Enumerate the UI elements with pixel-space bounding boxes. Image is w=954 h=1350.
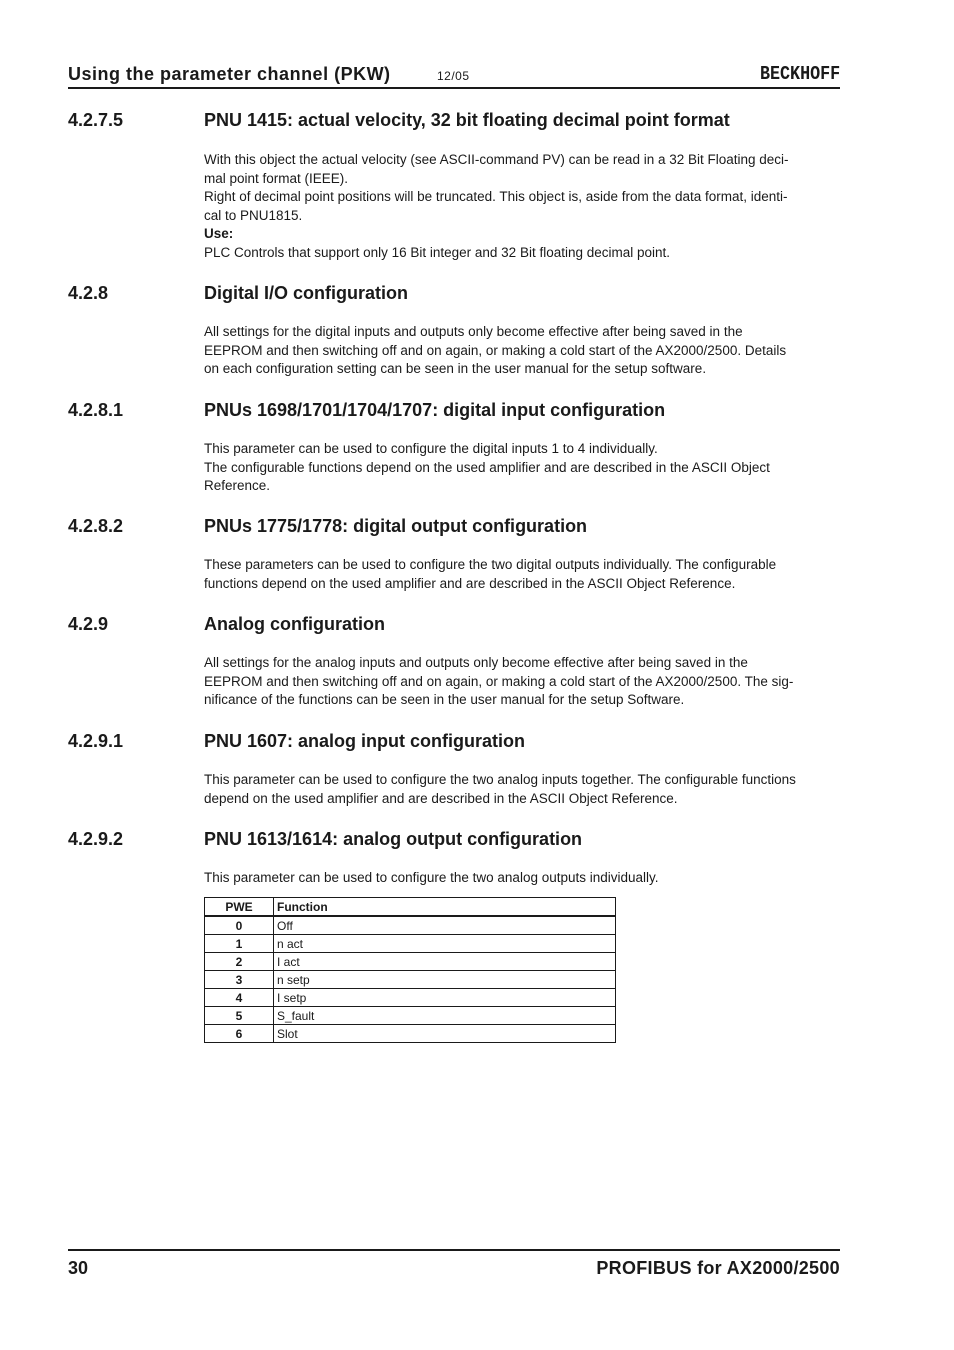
table-row	[205, 935, 616, 953]
pwe-cell: 2	[205, 953, 274, 971]
section-heading: Analog configuration	[204, 614, 385, 634]
pwe-cell: 6	[205, 1025, 274, 1043]
body-line: Reference.	[204, 478, 271, 493]
body-line: cal to PNU1815.	[204, 207, 303, 223]
page-header	[68, 62, 840, 89]
analog-output-table	[204, 897, 616, 1043]
column-header-pwe: PWE	[205, 898, 274, 917]
section-heading: PNU 1607: analog input configuration	[204, 731, 526, 751]
body-line: EEPROM and then switching off and on again, or making a cold start of the AX2000/2500. The sig-	[204, 673, 794, 689]
body-line: functions depend on the used amplifier and are described in the ASCII Object Reference.	[204, 575, 736, 591]
section-body	[204, 654, 844, 710]
section-number: 4.2.9	[68, 614, 109, 634]
body-line: nificance of the functions can be seen in the user manual for the setup Software.	[204, 692, 685, 707]
brand-logo: BECKHOFF	[759, 63, 840, 85]
section-heading: Digital I/O configuration	[204, 283, 408, 303]
body-line: These parameters can be used to configure the two digital outputs individually. The configurable	[204, 557, 777, 572]
body-line: The configurable functions depend on the used amplifier and are described in the ASCII Object	[204, 459, 770, 475]
body-line: All settings for the analog inputs and outputs only become effective after being saved in the	[204, 655, 748, 670]
section-body	[204, 771, 844, 808]
body-line: EEPROM and then switching off and on again, or making a cold start of the AX2000/2500. Details	[204, 342, 787, 358]
section-number: 4.2.9.1	[68, 731, 124, 751]
function-cell: I setp	[274, 989, 616, 1007]
pwe-cell: 4	[205, 989, 274, 1007]
column-header-function: Function	[274, 898, 616, 917]
section-body	[204, 869, 844, 888]
body-line: With this object the actual velocity (see ASCII-command PV) can be read in a 32 Bit Floating deci-	[204, 152, 789, 167]
body-line: This parameter can be used to configure the two analog outputs individually.	[204, 870, 659, 885]
pwe-cell: 5	[205, 1007, 274, 1025]
body-line: All settings for the digital inputs and outputs only become effective after being saved in the	[204, 324, 743, 339]
function-cell: I act	[274, 953, 616, 971]
body-line: This parameter can be used to configure the digital inputs 1 to 4 individually.	[204, 441, 658, 456]
body-line: Right of decimal point positions will be truncated. This object is, aside from the data format, identi-	[204, 189, 788, 204]
section-heading: PNUs 1775/1778: digital output configuration	[204, 516, 588, 536]
section-body	[204, 323, 844, 379]
pwe-cell: 1	[205, 935, 274, 953]
table-row	[205, 971, 616, 989]
section-number: 4.2.8.1	[68, 400, 124, 420]
table-row	[205, 989, 616, 1007]
function-cell: S_fault	[274, 1007, 616, 1025]
use-text: PLC Controls that support only 16 Bit integer and 32 Bit floating decimal point.	[204, 244, 671, 260]
page-footer	[68, 1249, 840, 1281]
table-row	[205, 916, 616, 935]
body-line: mal point format (IEEE).	[204, 170, 349, 186]
table-row	[205, 953, 616, 971]
use-label: Use:	[204, 226, 234, 241]
body-line: on each configuration setting can be seen in the user manual for the setup software.	[204, 361, 707, 376]
section-body	[204, 151, 844, 262]
function-cell: n setp	[274, 971, 616, 989]
section-number: 4.2.7.5	[68, 110, 124, 130]
table-row	[205, 1007, 616, 1025]
section-body	[204, 556, 844, 593]
function-cell: Off	[274, 916, 616, 935]
section-heading: PNU 1415: actual velocity, 32 bit floating decimal point format	[204, 110, 730, 130]
section-heading: PNUs 1698/1701/1704/1707: digital input configuration	[204, 400, 666, 420]
pwe-cell: 0	[205, 916, 274, 935]
header-date: 12/05	[437, 69, 470, 83]
section-body	[204, 440, 844, 496]
pwe-cell: 3	[205, 971, 274, 989]
table-header-row	[205, 898, 616, 917]
section-number: 4.2.9.2	[68, 829, 124, 849]
section-number: 4.2.8.2	[68, 516, 124, 536]
page-number: 30	[68, 1258, 89, 1278]
function-cell: n act	[274, 935, 616, 953]
section-heading: PNU 1613/1614: analog output configuration	[204, 829, 583, 849]
footer-title: PROFIBUS for AX2000/2500	[596, 1258, 840, 1278]
header-title: Using the parameter channel (PKW)	[68, 64, 391, 84]
function-cell: Slot	[274, 1025, 616, 1043]
body-line: This parameter can be used to configure the two analog inputs together. The configurable functions	[204, 772, 796, 787]
body-line: depend on the used amplifier and are described in the ASCII Object Reference.	[204, 790, 678, 806]
section-number: 4.2.8	[68, 283, 109, 303]
table-row	[205, 1025, 616, 1043]
